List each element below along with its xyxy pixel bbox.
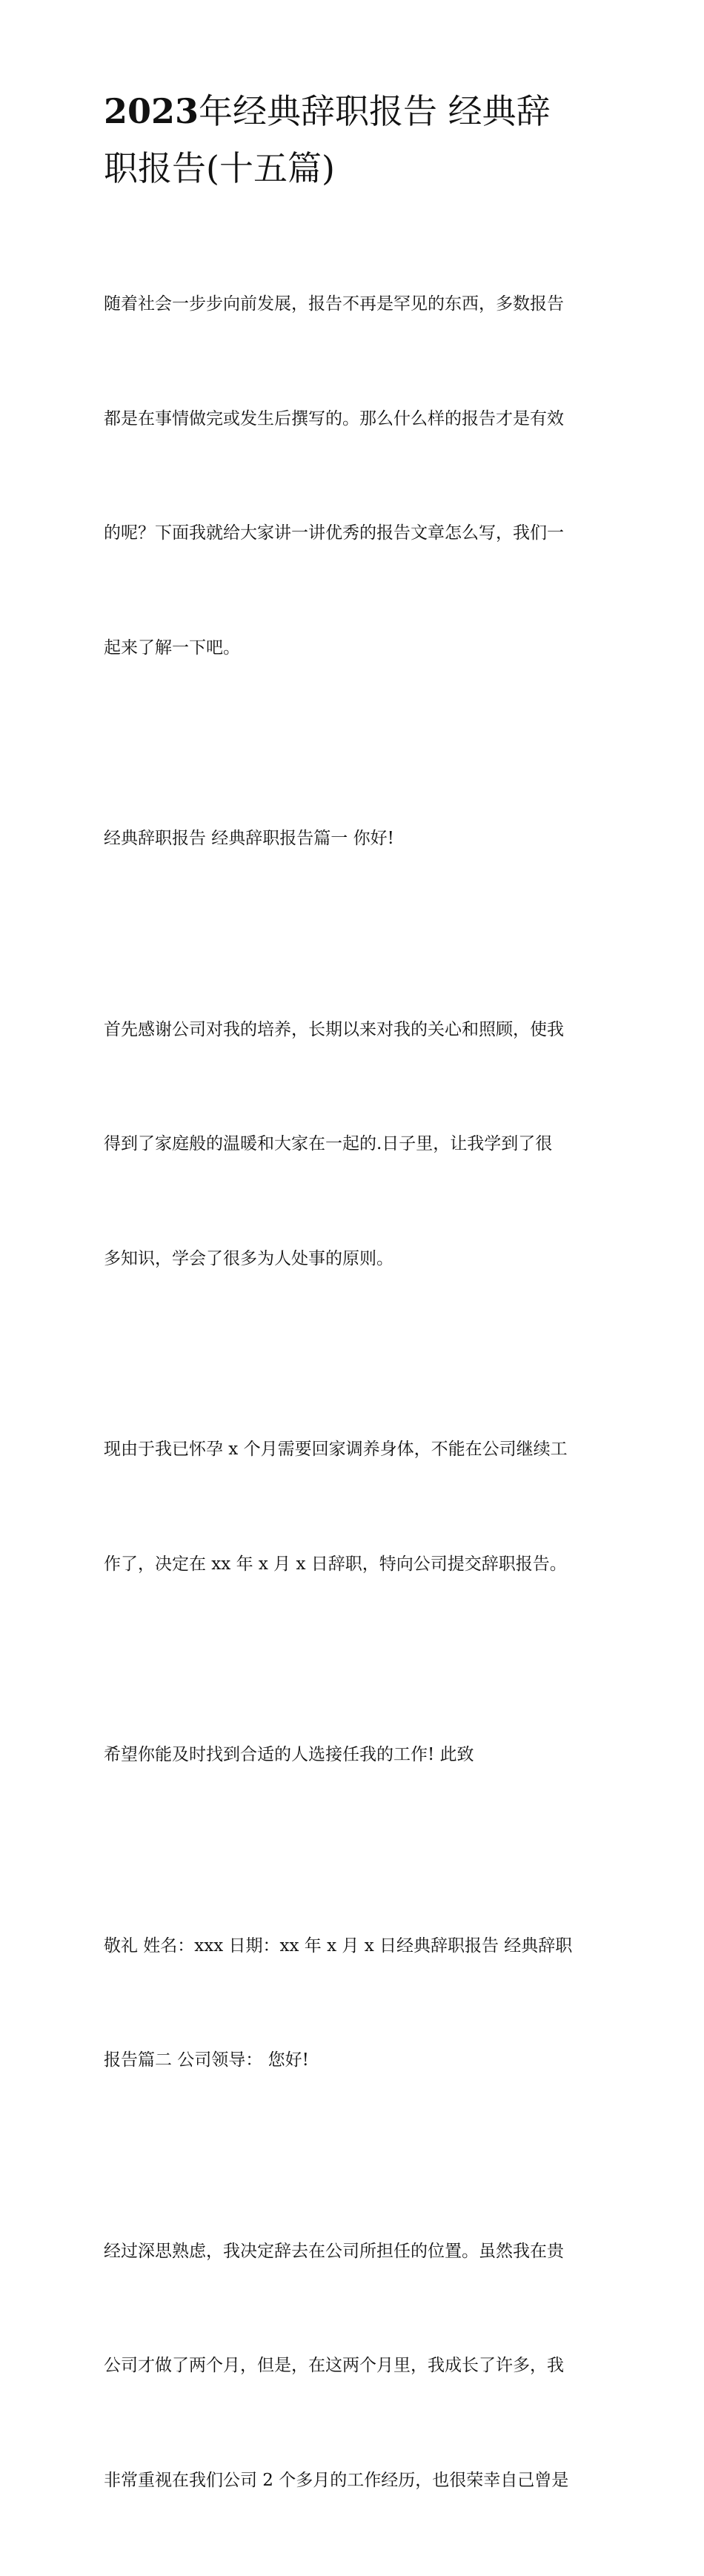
title-year: 2023 (104, 91, 199, 131)
title-line-2: 职报告(十五篇) (104, 140, 605, 197)
text-line: 敬礼 姓名：xxx 日期：xx 年 x 月 x 日经典辞职报告 经典辞职 (104, 1927, 605, 1966)
text-line: 得到了家庭般的温暖和大家在一起的.日子里，让我学到了很 (104, 1125, 605, 1164)
text-line: 非常重视在我们公司 2 个多月的工作经历，也很荣幸自己曾是 (104, 2462, 605, 2500)
text-line: 作了，决定在 xx 年 x 月 x 日辞职，特向公司提交辞职报告。 (104, 1546, 605, 1584)
text-line: 的呢？下面我就给大家讲一讲优秀的报告文章怎么写，我们一 (104, 514, 605, 553)
text-line: 公司才做了两个月，但是，在这两个月里，我成长了许多，我 (104, 2347, 605, 2385)
document-page (104, 83, 605, 2576)
text-line: 多知识，学会了很多为人处事的原则。 (104, 1240, 605, 1279)
document-body (104, 209, 605, 2576)
paragraph-intro (104, 209, 605, 744)
title-line-1-text: 年经典辞职报告 经典辞 (199, 91, 551, 131)
text-line: 随着社会一步步向前发展，报告不再是罕见的东西，多数报告 (104, 285, 605, 324)
text-line: 经过深思熟虑，我决定辞去在公司所担任的位置。虽然我在贵 (104, 2233, 605, 2271)
paragraph-hope (104, 1660, 605, 1851)
paragraph-signature (104, 1851, 605, 2156)
paragraph-thanks (104, 935, 605, 1355)
paragraph-section-heading-1 (104, 744, 605, 935)
text-line: 经典辞职报告 经典辞职报告篇一 你好! (104, 820, 605, 858)
text-line: 首先感谢公司对我的培养，长期以来对我的关心和照顾，使我 (104, 1011, 605, 1050)
paragraph-decision (104, 2156, 605, 2576)
title-line-1 (104, 83, 605, 140)
paragraph-reason (104, 1354, 605, 1660)
text-line: 起来了解一下吧。 (104, 629, 605, 668)
text-line: 希望你能及时找到合适的人选接任我的工作! 此致 (104, 1736, 605, 1775)
document-title (104, 83, 605, 197)
text-line: 都是在事情做完或发生后撰写的。那么什么样的报告才是有效 (104, 400, 605, 439)
text-line: 现由于我已怀孕 x 个月需要回家调养身体，不能在公司继续工 (104, 1431, 605, 1469)
text-line: 报告篇二 公司领导： 您好! (104, 2042, 605, 2080)
